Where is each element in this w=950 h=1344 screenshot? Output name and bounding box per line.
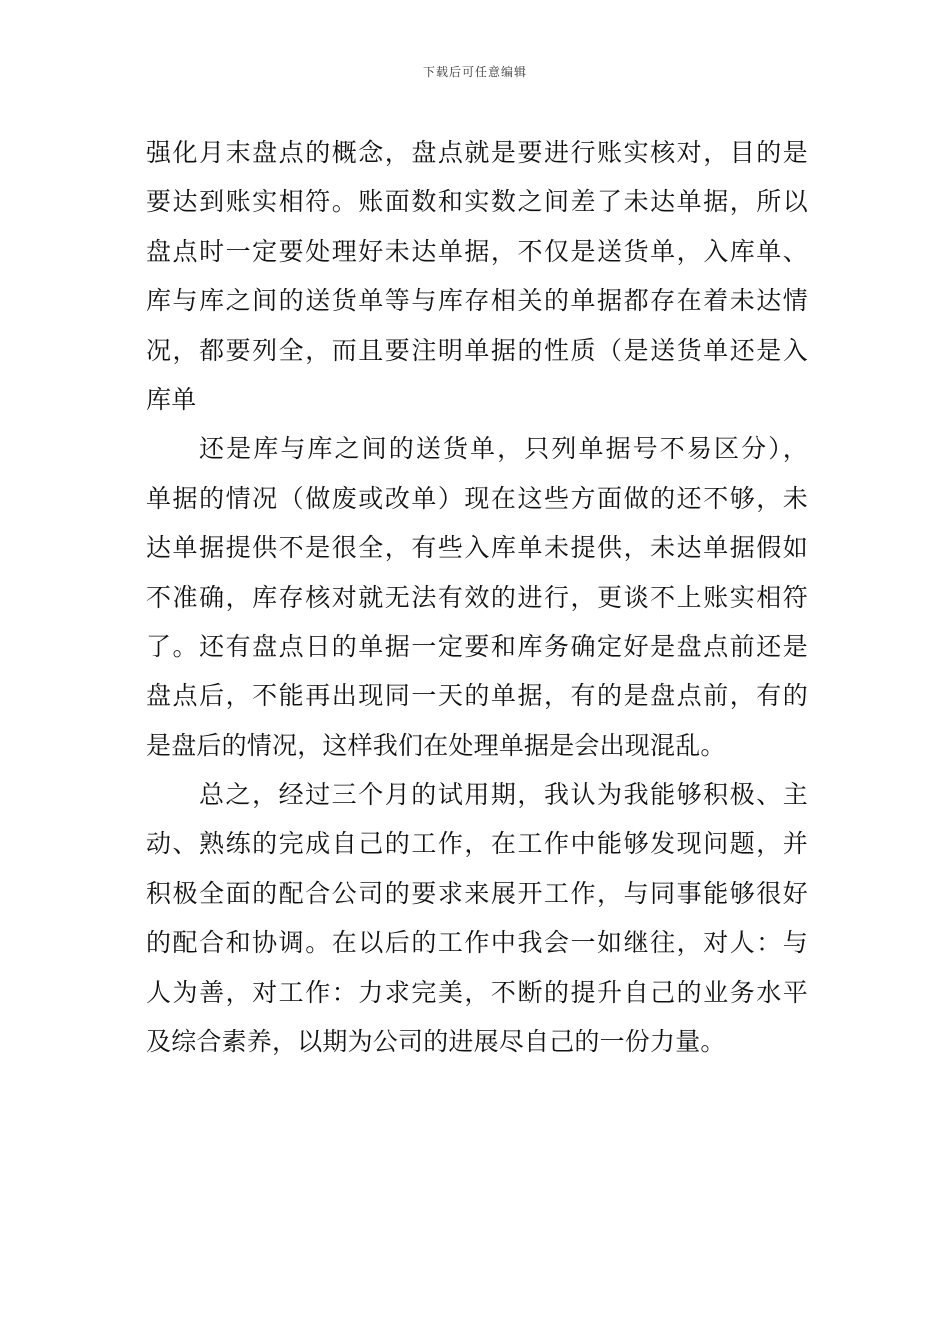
page-header: 下载后可任意编辑: [422, 65, 527, 79]
text-line: 单据的情况（做废或改单）现在这些方面做的还不够，未: [146, 483, 808, 513]
text-line: 总之，经过三个月的试用期，我认为我能够积极、主: [199, 780, 808, 810]
text-line: 强化月末盘点的概念，盘点就是要进行账实核对，目的是: [146, 138, 808, 167]
text-line: 积极全面的配合公司的要求来展开工作，与同事能够很好: [146, 878, 808, 908]
text-line: 了。还有盘点日的单据一定要和库务确定好是盘点前还是: [146, 631, 808, 661]
text-line: 要达到账实相符。账面数和实数之间差了未达单据，所以: [146, 187, 808, 217]
text-line: 动、熟练的完成自己的工作，在工作中能够发现问题，并: [146, 829, 808, 859]
text-line: 库单: [146, 384, 197, 414]
text-line: 达单据提供不是很全，有些入库单未提供，未达单据假如: [146, 533, 808, 563]
text-line: 还是库与库之间的送货单，只列单据号不易区分），: [199, 434, 808, 464]
text-line: 库与库之间的送货单等与库存相关的单据都存在着未达情: [146, 286, 808, 316]
body-text: [146, 128, 808, 1066]
text-line: 盘点后，不能再出现同一天的单据，有的是盘点前，有的: [146, 681, 808, 711]
text-line: 及综合素养，以期为公司的进展尽自己的一份力量。: [146, 1027, 726, 1057]
text-line: 况，都要列全，而且要注明单据的性质（是送货单还是入: [146, 335, 808, 365]
text-line: 人为善，对工作：力求完美，不断的提升自己的业务水平: [146, 977, 808, 1007]
text-line: 盘点时一定要处理好未达单据，不仅是送货单，入库单、: [146, 236, 808, 266]
text-line: 是盘后的情况，这样我们在处理单据是会出现混乱。: [146, 730, 726, 760]
text-line: 不准确，库存核对就无法有效的进行，更谈不上账实相符: [146, 582, 808, 612]
text-line: 的配合和协调。在以后的工作中我会一如继往，对人：与: [146, 928, 808, 958]
